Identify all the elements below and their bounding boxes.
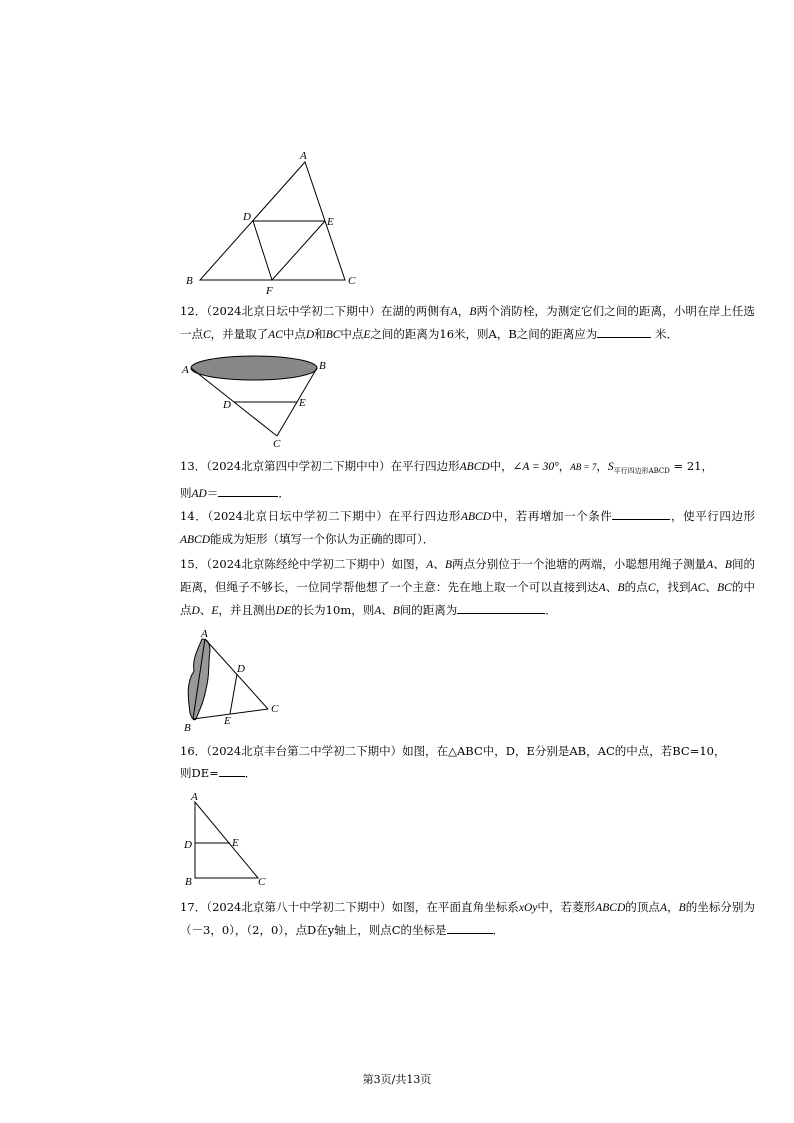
punct: ， [596, 459, 608, 473]
question-text: ，找到 [655, 580, 691, 594]
punct: 、 [713, 557, 725, 571]
question-14 [180, 505, 755, 551]
question-text: 和 [314, 327, 326, 341]
punct: 、 [433, 557, 445, 571]
question-source: （2024北京第四中学初二下期中中） [206, 459, 391, 473]
label-c: C [273, 438, 281, 450]
lake-ellipse [191, 356, 317, 380]
math-var: A [598, 582, 606, 594]
question-16 [180, 740, 755, 784]
question-text: 两个消防栓，为测定它们之间的距离，小明在岸上任选一点 [180, 304, 756, 341]
question-text: 如图，在△ABC中，D，E分别是AB，AC的中点，若BC=10， [402, 744, 726, 758]
question-text: 如图，在平面直角坐标系 [391, 900, 519, 914]
math-var: B [444, 559, 452, 571]
punct: ＝ [206, 486, 219, 500]
punct: ， [457, 304, 470, 318]
label-b: B [319, 360, 326, 372]
question-text: 之间的距离为16米，则A，B之间的距离应为 [370, 327, 598, 341]
math-var: BC [717, 582, 732, 594]
math-var: ABCD [459, 461, 490, 473]
question-text: 在平行四边形 [390, 459, 460, 473]
math-var: A [426, 559, 434, 571]
math-var: ABCD [180, 534, 211, 546]
segment-ef [272, 221, 325, 280]
answer-blank[interactable] [457, 601, 545, 614]
question-text: 则 [180, 486, 192, 500]
punct: ． [492, 923, 505, 937]
question-number: 15． [180, 557, 207, 571]
question-source: （2024北京丰台第二中学初二下期中） [206, 744, 403, 758]
question-text: 的坐标分别为（－3，0），（2，0），点D在y轴上，则点C的坐标是 [180, 900, 756, 937]
question-text: ，使平行四边形 [670, 509, 756, 523]
math-var: xOy [518, 902, 538, 914]
label-a: A [182, 364, 189, 376]
answer-blank[interactable] [612, 507, 670, 520]
question-text: 中点 [282, 327, 306, 341]
math-var: B [678, 902, 686, 914]
math-var: E [211, 605, 219, 617]
math-var: A [374, 605, 382, 617]
question-number: 16． [180, 744, 207, 758]
label-a: A [201, 628, 208, 640]
punct: ． [545, 603, 557, 617]
answer-blank[interactable] [218, 484, 278, 497]
label-e: E [232, 837, 239, 849]
page-footer: 第3页/共13页 [362, 1073, 432, 1086]
math-var: AC [690, 582, 706, 594]
question-source: （2024北京第八十中学初二下期中） [206, 900, 392, 914]
question-17 [180, 896, 755, 941]
label-d: D [243, 211, 251, 223]
question-text: 间的距离为 [399, 603, 458, 617]
math-var: B [724, 559, 732, 571]
question-text: 在平行四边形 [388, 509, 461, 523]
math-var: D [191, 605, 200, 617]
segment-de [230, 674, 237, 714]
label-b: B [186, 275, 193, 287]
figure-pond [180, 625, 290, 735]
label-b: B [185, 876, 192, 888]
math-var: S [607, 461, 614, 473]
label-a: A [191, 791, 198, 803]
question-text: 间的距离，但绳子不够长，一位同学帮他想了一个主意：先在地上取一个可以直接到达 [180, 557, 756, 594]
punct: 、 [199, 603, 212, 617]
math-var: A [450, 306, 458, 318]
question-text: 如图， [391, 557, 427, 571]
punct: 、 [705, 580, 718, 594]
answer-blank[interactable] [597, 325, 651, 338]
math-var: ABCD [595, 902, 626, 914]
figure-triangle-def [180, 145, 370, 295]
label-d: D [184, 839, 192, 851]
question-text: 能成为矩形（填写一个你认为正确的即可）． [210, 532, 435, 546]
question-text: 米． [654, 327, 678, 341]
label-b: B [184, 722, 191, 734]
math-var: B [617, 582, 625, 594]
question-number: 13． [180, 459, 207, 473]
punct: ． [278, 486, 290, 500]
question-text: 在湖的两侧有 [380, 304, 451, 318]
question-text: 中，若菱形 [537, 900, 596, 914]
math-var: A [660, 902, 668, 914]
question-number: 12． [180, 304, 207, 318]
punct: ． [244, 766, 257, 780]
answer-blank[interactable] [219, 764, 245, 777]
question-text: 的长为10m，则 [291, 603, 375, 617]
label-c: C [271, 703, 279, 715]
label-c: C [348, 275, 356, 287]
question-text: 中点 [340, 327, 364, 341]
math-var: AD [191, 488, 207, 500]
question-text: 的中点 [180, 580, 756, 617]
math-var: C [647, 582, 656, 594]
answer-blank[interactable] [447, 921, 493, 934]
question-12 [180, 300, 755, 346]
question-text: 中， [489, 459, 513, 473]
question-number: 17． [180, 900, 207, 914]
punct: ， [701, 459, 713, 473]
segment-df [253, 221, 272, 280]
question-text: 则DE= [180, 766, 219, 780]
question-source: （2024北京日坛中学初二下期中） [206, 304, 381, 318]
label-e: E [299, 397, 306, 409]
math-var: E [363, 329, 371, 341]
label-f: F [266, 285, 273, 297]
figure-lake [180, 352, 340, 452]
label-a: A [300, 150, 307, 162]
math-expr: = 21 [669, 459, 702, 473]
math-var: B [392, 605, 400, 617]
question-source: （2024北京陈经纶中学初二下期中） [206, 557, 392, 571]
math-var: ABCD [461, 511, 492, 523]
question-text: 中，若再增加一个条件 [491, 509, 613, 523]
math-var: BC [325, 329, 341, 341]
label-c: C [258, 876, 266, 888]
question-13 [180, 455, 755, 505]
question-text: 两点分别位于一个池塘的两端，小聪想用绳子测量 [451, 557, 707, 571]
math-var: C [203, 329, 211, 341]
math-var: A [706, 559, 714, 571]
math-var: D [305, 329, 315, 341]
question-15 [180, 553, 755, 622]
label-e: E [224, 715, 231, 727]
label-d: D [223, 399, 231, 411]
question-number: 14． [180, 509, 208, 523]
question-source: （2024北京日坛中学初二下期中） [207, 509, 389, 523]
math-expr: AB = 7 [570, 462, 597, 472]
math-var: B [469, 306, 477, 318]
punct: 、 [381, 603, 393, 617]
math-var: DE [275, 605, 292, 617]
question-text: 的顶点 [625, 900, 660, 914]
punct: ， [667, 900, 679, 914]
math-var: AC [268, 329, 283, 341]
label-d: D [237, 663, 245, 675]
figure-right-triangle [180, 788, 280, 893]
question-text: 的点 [624, 580, 648, 594]
question-text: ，并且测出 [218, 603, 276, 617]
math-subscript: 平行四边形ABCD [613, 467, 670, 475]
punct: ， [558, 459, 571, 473]
question-text: ，并量取了 [210, 327, 269, 341]
math-expr: ∠A = 30° [512, 461, 559, 473]
punct: 、 [605, 580, 618, 594]
triangle-abc [195, 802, 258, 878]
label-e: E [327, 216, 334, 228]
